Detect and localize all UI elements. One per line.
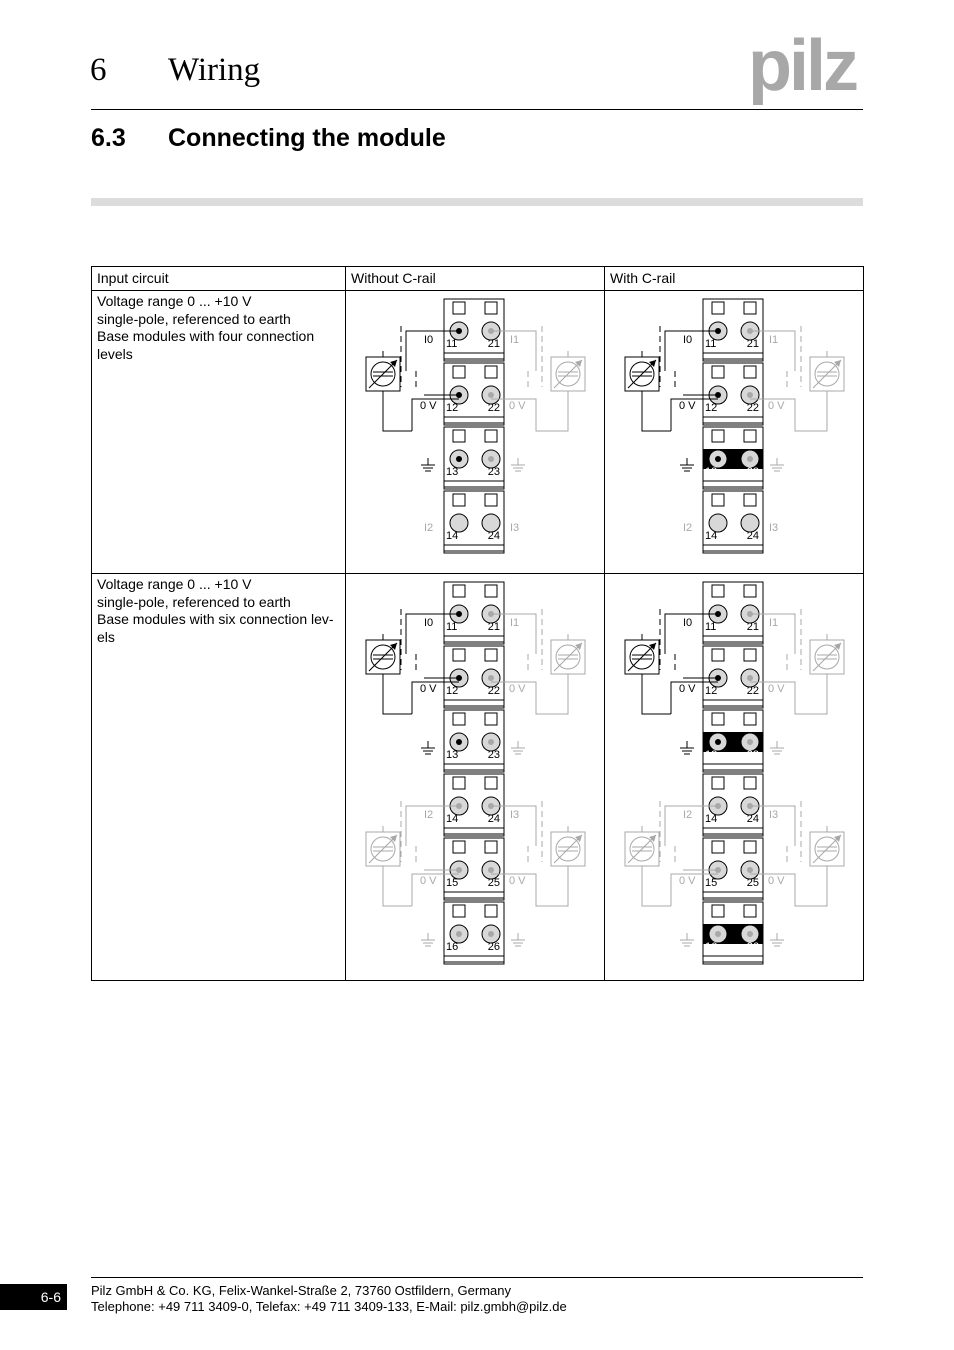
- input-label: I1: [769, 617, 779, 629]
- zero-v-wire: [383, 866, 412, 906]
- earth-icon: [421, 458, 435, 471]
- terminal-number: 12: [446, 685, 459, 697]
- zero-v-wire: [642, 866, 671, 906]
- terminal-number: 26: [487, 941, 500, 953]
- diagram-cell: [605, 574, 864, 981]
- input-label: I0: [683, 334, 693, 346]
- terminal-number: 14: [705, 530, 718, 542]
- terminal-number: 15: [446, 877, 459, 889]
- terminal-release-square: [453, 905, 465, 917]
- wiring-diagram-4-levels-with-rail: [605, 291, 863, 569]
- diagram-cell: [346, 574, 605, 981]
- terminal-release-square: [453, 585, 465, 597]
- earth-icon: [421, 741, 435, 754]
- zero-v-wire: [383, 674, 412, 714]
- pilz-logo: pilz: [748, 26, 856, 106]
- terminal-release-square: [453, 366, 465, 378]
- input-label: I3: [510, 522, 520, 534]
- terminal-release-square: [712, 430, 724, 442]
- terminal-number: 13: [446, 466, 459, 478]
- earth-icon: [680, 933, 694, 946]
- terminal-release-square: [712, 905, 724, 917]
- terminal-number: 21: [746, 338, 759, 350]
- input-label: I2: [424, 522, 434, 534]
- input-circuit-cell: [92, 291, 346, 574]
- terminal-release-square: [712, 585, 724, 597]
- terminal-dot: [488, 739, 494, 745]
- terminal-separator: [444, 636, 504, 642]
- earth-icon: [770, 933, 784, 946]
- zero-v-label: 0 V: [768, 875, 785, 887]
- terminal-release-square: [712, 302, 724, 314]
- terminal-number: 24: [746, 530, 759, 542]
- terminal-separator: [703, 417, 763, 423]
- footer-contact: Telephone: +49 711 3409-0, Telefax: +49 711 3409-133, E-Mail: pilz.gmbh@pilz.de: [91, 1299, 567, 1314]
- earth-icon: [511, 741, 525, 754]
- zero-v-label: 0 V: [679, 875, 696, 887]
- header-without-c-rail: Without C-rail: [346, 267, 605, 291]
- cell-line: levels: [97, 345, 133, 362]
- terminal-release-square: [744, 649, 756, 661]
- terminal-number: 22: [487, 402, 500, 414]
- terminal-separator: [444, 481, 504, 487]
- terminal-separator: [444, 700, 504, 706]
- cell-line: Voltage range 0 ... +10 V: [97, 293, 252, 309]
- terminal-number: 13: [705, 749, 718, 761]
- cell-line: Base modules with six connection lev-: [97, 611, 334, 627]
- input-label: I3: [769, 522, 779, 534]
- terminal-release-square: [485, 430, 497, 442]
- input-label: I1: [769, 334, 779, 346]
- terminal-number: 22: [746, 685, 759, 697]
- terminal-number: 13: [705, 466, 718, 478]
- terminal-release-square: [485, 841, 497, 853]
- terminal-dot: [456, 739, 462, 745]
- terminal-number: 11: [705, 338, 717, 350]
- terminal-separator: [703, 353, 763, 359]
- earth-icon: [770, 741, 784, 754]
- terminal-number: 13: [446, 749, 459, 761]
- terminal-number: 23: [487, 749, 500, 761]
- zero-v-label: 0 V: [679, 683, 696, 695]
- terminal-release-square: [453, 713, 465, 725]
- zero-v-label: 0 V: [768, 400, 785, 412]
- terminal-number: 25: [746, 877, 759, 889]
- section-number: 6.3: [91, 124, 126, 152]
- terminal-dot: [488, 392, 494, 398]
- terminal-number: 11: [446, 621, 458, 633]
- terminal-separator: [444, 828, 504, 834]
- terminal-separator: [703, 545, 763, 551]
- earth-icon: [511, 933, 525, 946]
- section-title: Connecting the module: [168, 124, 446, 152]
- terminal-number: 24: [487, 530, 500, 542]
- input-label: I2: [683, 522, 693, 534]
- terminal-number: 24: [746, 813, 759, 825]
- input-label: I3: [769, 809, 779, 821]
- terminal-separator: [703, 828, 763, 834]
- zero-v-label: 0 V: [420, 683, 437, 695]
- terminal-release-square: [453, 494, 465, 506]
- zero-v-label: 0 V: [420, 400, 437, 412]
- terminal-release-square: [744, 302, 756, 314]
- wiring-table: [91, 266, 864, 981]
- terminal-number: 14: [705, 813, 718, 825]
- terminal-separator: [703, 892, 763, 898]
- terminal-separator: [444, 764, 504, 770]
- input-label: I2: [683, 809, 693, 821]
- wiring-diagram-4-levels-no-rail: [346, 291, 604, 569]
- terminal-dot: [456, 931, 462, 937]
- terminal-number: 12: [705, 402, 718, 414]
- cell-line: single-pole, referenced to earth: [97, 593, 291, 610]
- table-row: [92, 574, 864, 981]
- table-header-row: [92, 267, 864, 291]
- terminal-dot: [715, 931, 721, 937]
- terminal-separator: [703, 636, 763, 642]
- terminal-dot: [715, 456, 721, 462]
- terminal-number: 24: [487, 813, 500, 825]
- input-label: I1: [510, 334, 520, 346]
- cell-line: Base modules with four connection: [97, 328, 315, 344]
- footer-rule: [91, 1277, 863, 1278]
- terminal-number: 23: [746, 466, 759, 478]
- zero-v-wire: [642, 391, 671, 431]
- header-input-circuit: Input circuit: [92, 267, 346, 291]
- terminal-dot: [747, 392, 753, 398]
- terminal-release-square: [485, 302, 497, 314]
- zero-v-label: 0 V: [679, 400, 696, 412]
- terminal-release-square: [744, 905, 756, 917]
- terminal-separator: [444, 956, 504, 962]
- terminal-release-square: [453, 841, 465, 853]
- terminal-release-square: [485, 777, 497, 789]
- terminal-number: 21: [487, 338, 500, 350]
- input-label: I0: [683, 617, 693, 629]
- input-label: I3: [510, 809, 520, 821]
- earth-icon: [770, 458, 784, 471]
- terminal-number: 21: [487, 621, 500, 633]
- terminal-number: 14: [446, 813, 459, 825]
- terminal-number: 25: [487, 877, 500, 889]
- terminal-dot: [715, 739, 721, 745]
- terminal-dot: [488, 456, 494, 462]
- input-circuit-cell: [92, 574, 346, 981]
- terminal-number: 22: [487, 685, 500, 697]
- terminal-release-square: [712, 713, 724, 725]
- diagram-cell: [346, 291, 605, 574]
- earth-icon: [680, 458, 694, 471]
- terminal-separator: [703, 764, 763, 770]
- terminal-dot: [488, 867, 494, 873]
- earth-icon: [421, 933, 435, 946]
- terminal-number: 22: [746, 402, 759, 414]
- earth-icon: [680, 741, 694, 754]
- terminal-release-square: [712, 841, 724, 853]
- terminal-release-square: [453, 430, 465, 442]
- terminal-separator: [444, 545, 504, 551]
- terminal-release-square: [712, 777, 724, 789]
- page-number: 6-6: [0, 1284, 67, 1310]
- terminal-release-square: [485, 649, 497, 661]
- terminal-number: 12: [705, 685, 718, 697]
- terminal-separator: [444, 417, 504, 423]
- zero-v-label: 0 V: [509, 400, 526, 412]
- terminal-release-square: [453, 777, 465, 789]
- zero-v-label: 0 V: [768, 683, 785, 695]
- terminal-dot: [747, 675, 753, 681]
- terminal-number: 12: [446, 402, 459, 414]
- section-divider-bar: [91, 198, 863, 206]
- terminal-release-square: [744, 777, 756, 789]
- terminal-separator: [703, 700, 763, 706]
- terminal-release-square: [485, 494, 497, 506]
- header-rule: [91, 109, 863, 110]
- terminal-release-square: [744, 841, 756, 853]
- terminal-dot: [488, 675, 494, 681]
- terminal-dot: [488, 931, 494, 937]
- terminal-number: 26: [746, 941, 759, 953]
- zero-v-wire: [642, 674, 671, 714]
- terminal-release-square: [744, 713, 756, 725]
- terminal-release-square: [744, 430, 756, 442]
- input-label: I1: [510, 617, 520, 629]
- terminal-release-square: [453, 649, 465, 661]
- terminal-separator: [444, 892, 504, 898]
- chapter-number: 6: [90, 52, 107, 88]
- diagram-cell: [605, 291, 864, 574]
- input-label: I0: [424, 334, 434, 346]
- zero-v-wire: [383, 391, 412, 431]
- terminal-number: 11: [446, 338, 458, 350]
- earth-icon: [511, 458, 525, 471]
- zero-v-label: 0 V: [420, 875, 437, 887]
- terminal-separator: [703, 481, 763, 487]
- terminal-release-square: [744, 494, 756, 506]
- terminal-separator: [703, 956, 763, 962]
- terminal-number: 23: [487, 466, 500, 478]
- terminal-number: 15: [705, 877, 718, 889]
- input-label: I0: [424, 617, 434, 629]
- terminal-number: 11: [705, 621, 717, 633]
- zero-v-label: 0 V: [509, 875, 526, 887]
- cell-line: Voltage range 0 ... +10 V: [97, 576, 252, 592]
- terminal-release-square: [485, 713, 497, 725]
- terminal-dot: [747, 456, 753, 462]
- terminal-release-square: [712, 366, 724, 378]
- terminal-number: 14: [446, 530, 459, 542]
- terminal-number: 16: [446, 941, 459, 953]
- terminal-release-square: [744, 366, 756, 378]
- terminal-dot: [747, 867, 753, 873]
- wiring-diagram-6-levels-no-rail: [346, 574, 604, 976]
- terminal-number: 23: [746, 749, 759, 761]
- terminal-number: 16: [705, 941, 718, 953]
- terminal-release-square: [712, 649, 724, 661]
- header-with-c-rail: With C-rail: [605, 267, 864, 291]
- footer-address: Pilz GmbH & Co. KG, Felix-Wankel-Straße 2, 73760 Ostfildern, Germany: [91, 1283, 511, 1298]
- cell-line: single-pole, referenced to earth: [97, 310, 291, 327]
- wiring-diagram-6-levels-with-rail: [605, 574, 863, 976]
- terminal-release-square: [744, 585, 756, 597]
- zero-v-label: 0 V: [509, 683, 526, 695]
- terminal-separator: [444, 353, 504, 359]
- table-row: [92, 291, 864, 574]
- terminal-release-square: [485, 366, 497, 378]
- chapter-title: Wiring: [168, 52, 261, 88]
- input-label: I2: [424, 809, 434, 821]
- terminal-dot: [747, 931, 753, 937]
- cell-line: els: [97, 628, 115, 645]
- terminal-release-square: [485, 585, 497, 597]
- terminal-dot: [747, 739, 753, 745]
- terminal-release-square: [485, 905, 497, 917]
- terminal-release-square: [712, 494, 724, 506]
- terminal-dot: [456, 456, 462, 462]
- terminal-release-square: [453, 302, 465, 314]
- terminal-number: 21: [746, 621, 759, 633]
